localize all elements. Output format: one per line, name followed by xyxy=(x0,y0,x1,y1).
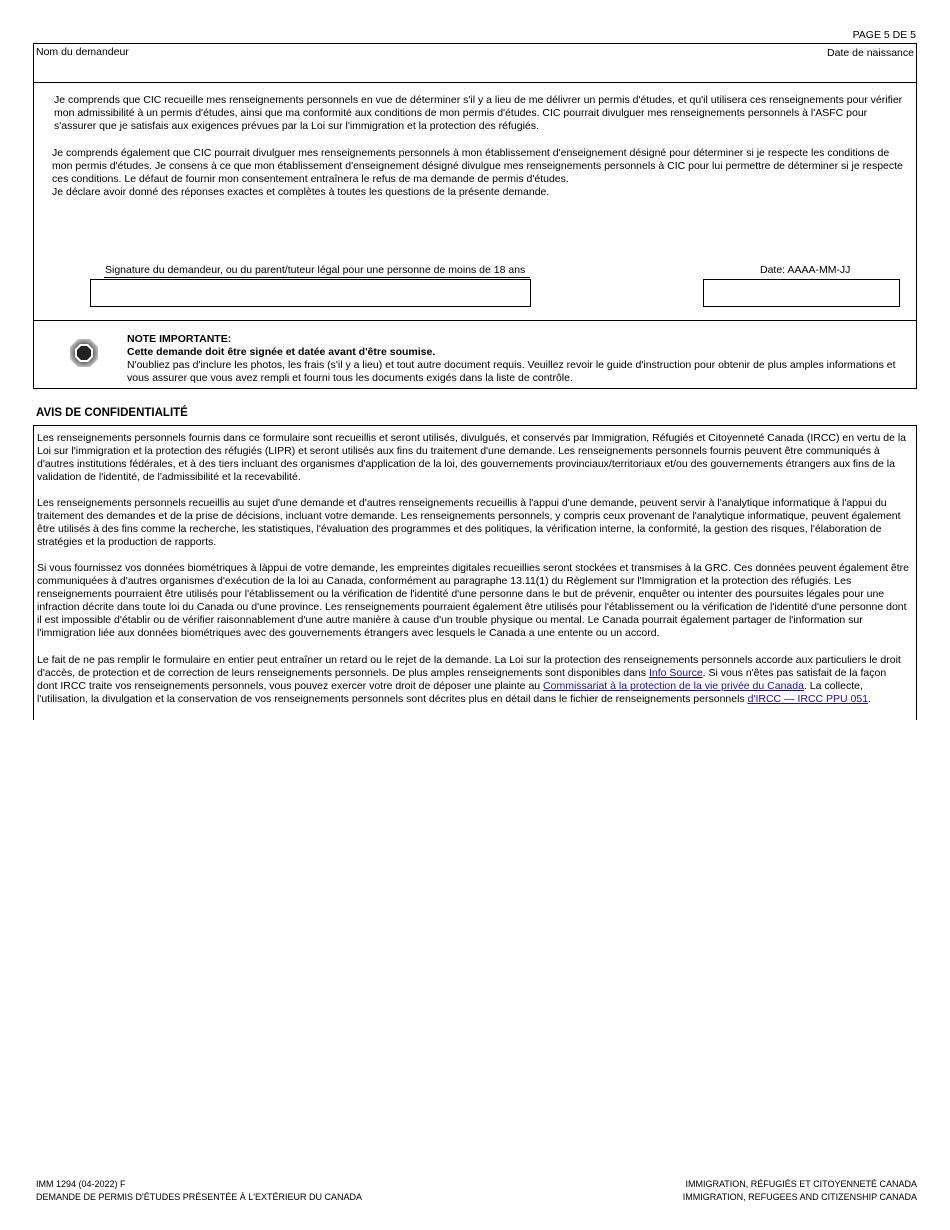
signature-field[interactable] xyxy=(90,279,531,307)
note-title: NOTE IMPORTANTE: xyxy=(127,333,232,345)
declaration-paragraph-1: Je comprends que CIC recueille mes renseignements personnels en vue de déterminer s'il y a lieu de me délivrer un permis d'études, et qu'il utilisera ces renseignements pour vérifier mon admissibilité à un permis d'études, ainsi que ma conformité aux conditions de mon permis d'études. CIC pourrait divulguer mes renseignements personnels à l'ASFC pour s'assurer que je satisfais aux exigences prévues par la Loi sur l'immigration et la protection des réfugiés. xyxy=(54,94,903,132)
department-name-fr: IMMIGRATION, RÉFUGIÉS ET CITOYENNETÉ CANADA xyxy=(685,1179,917,1189)
signature-date-field[interactable] xyxy=(703,279,900,307)
p4-text-b: . Si vous n'êtes pas satisfait de la façon dont IRCC traite vos renseignements personnels, vous pouvez exercer votre droit de déposer une plainte au xyxy=(37,667,887,692)
applicant-name-label: Nom du demandeur xyxy=(36,46,129,58)
confidentiality-paragraph-3: Si vous fournissez vos données biométriques à làppui de votre demande, les empreintes digitales recueillies seront stockées et transmises à la GRC. Ces données peuvent également être communiquées à d'autres organismes d'exécution de la loi au Canada, conformément au paragraphe 13.11(1) du Règlement sur l'Immigration et la protection des réfugiés. Les renseignements pourraient être utilisés pour l'établissement ou la vérification de l'identité d'une personne dans le but de prévenir, enquêter ou intenter des poursuites légales pour une infraction décrite dans toute loi du Canada ou d'une province. Les renseignements pourraient également être utilisés pour l'établissement ou la vérification de l'identité d'une personne dont il est impossible d'établir ou de vérifier raisonnablement d'une autre manière à cause d'un trouble physique ou mental. Le Canada pourrait également partager de l'information sur l'immigration liée aux données biométriques avec des gouvernements étrangers avec lesquels le Canada a une entente ou un accord. xyxy=(37,562,909,639)
page-number: PAGE 5 DE 5 xyxy=(852,29,916,41)
form-title: DEMANDE DE PERMIS D'ÉTUDES PRÉSENTÉE À L'EXTÉRIEUR DU CANADA xyxy=(36,1192,362,1202)
p4-text-a: Le fait de ne pas remplir le formulaire en entier peut entraîner un retard ou le rejet de la demande. La Loi sur la protection des renseignements personnels accorde aux particuliers le droit d'accès, de protection et de correction de leurs renseignements personnels. De plus amples renseignements sont disponibles dans xyxy=(37,654,901,679)
info-source-link[interactable]: Info Source xyxy=(648,667,703,679)
applicant-header-box xyxy=(33,43,917,83)
declaration-paragraph-2: Je comprends également que CIC pourrait divulguer mes renseignements personnels à mon établissement d'enseignement désigné pour déterminer si je respecte les conditions de mon permis d'études. Je consens à ce que mon établissement d'enseignement désigné divulgue mes renseignements personnels à CIC pour lui permettre de déterminer si je respecte ces conditions. Le défaut de fournir mon consentement entraînera le refus de ma demande de permis d'études. xyxy=(52,147,903,185)
footer-left xyxy=(36,1178,362,1204)
stop-sign-icon xyxy=(68,337,100,369)
department-name-en: IMMIGRATION, REFUGEES AND CITIZENSHIP CANADA xyxy=(682,1192,917,1202)
confidentiality-paragraph-2: Les renseignements personnels recueillis au sujet d'une demande et d'autres renseignements recueillis à l'appui d'une demande, peuvent servir à l'analytique informatique à l'appui du traitement des demandes et de la prise de décisions, incluant votre demande. Les renseignements personnels, y compris ceux provenant de l'analytique informatique, peuvent également être utilisés à des fins comme la recherche, les statistiques, l'évaluation des programmes et des politiques, la vérification interne, la conformité, la gestion des risques, l'élaboration de stratégies et la production de rapports. xyxy=(37,497,901,548)
signature-underline xyxy=(104,277,530,278)
p4-text-d: . xyxy=(868,693,871,705)
note-body: N'oubliez pas d'inclure les photos, les frais (s'il y a lieu) et tout autre document requis. Veuillez revoir le guide d'instruction pour obtenir de plus amples informations et vous assurer que vous avez rempli et fourni tous les documents exigés dans la liste de contrôle. xyxy=(127,359,896,384)
ircc-ppu-051-link[interactable]: d'IRCC — IRCC PPU 051 xyxy=(747,693,869,705)
signature-label: Signature du demandeur, ou du parent/tuteur légal pour une personne de moins de 18 ans xyxy=(105,264,526,276)
confidentiality-paragraph-4 xyxy=(37,654,909,706)
declaration-paragraph-3: Je déclare avoir donné des réponses exactes et complètes à toutes les questions de la présente demande. xyxy=(52,186,550,198)
privacy-commissioner-link[interactable]: Commissariat à la protection de la vie privée du Canada xyxy=(543,680,804,692)
confidentiality-title: AVIS DE CONFIDENTIALITÉ xyxy=(36,407,188,419)
date-label: Date: AAAA-MM-JJ xyxy=(760,264,851,276)
note-subtitle: Cette demande doit être signée et datée avant d'être soumise. xyxy=(127,346,436,358)
important-note-text xyxy=(127,333,897,385)
footer-right xyxy=(683,1178,917,1204)
confidentiality-box xyxy=(33,425,917,720)
p4-text-c: . La collecte, l'utilisation, la divulgation et la conservation de vos renseignements personnels sont décrites plus en détail dans le fichier de renseignements personnels xyxy=(37,680,863,705)
form-code: IMM 1294 (04-2022) F xyxy=(36,1179,126,1189)
birth-date-label: Date de naissance xyxy=(827,47,914,59)
confidentiality-paragraph-1: Les renseignements personnels fournis dans ce formulaire sont recueillis et seront utilisés, divulgués, et conservés par Immigration, Réfugiés et Citoyenneté Canada (IRCC) en vertu de la Loi sur l'immigration et la protection des réfugiés (LIPR) et seront utilisés aux fins du traitement d'une demande. Les renseignements personnels fournis peuvent être communiqués à d'autres institutions fédérales, et à des tiers incluant des organismes d'application de la loi, des gouvernements provinciaux/territoriaux et/ou des gouvernements étrangers aux fins de la validation de l'identité, de l'admissibilité et la recevabilité. xyxy=(37,432,907,483)
